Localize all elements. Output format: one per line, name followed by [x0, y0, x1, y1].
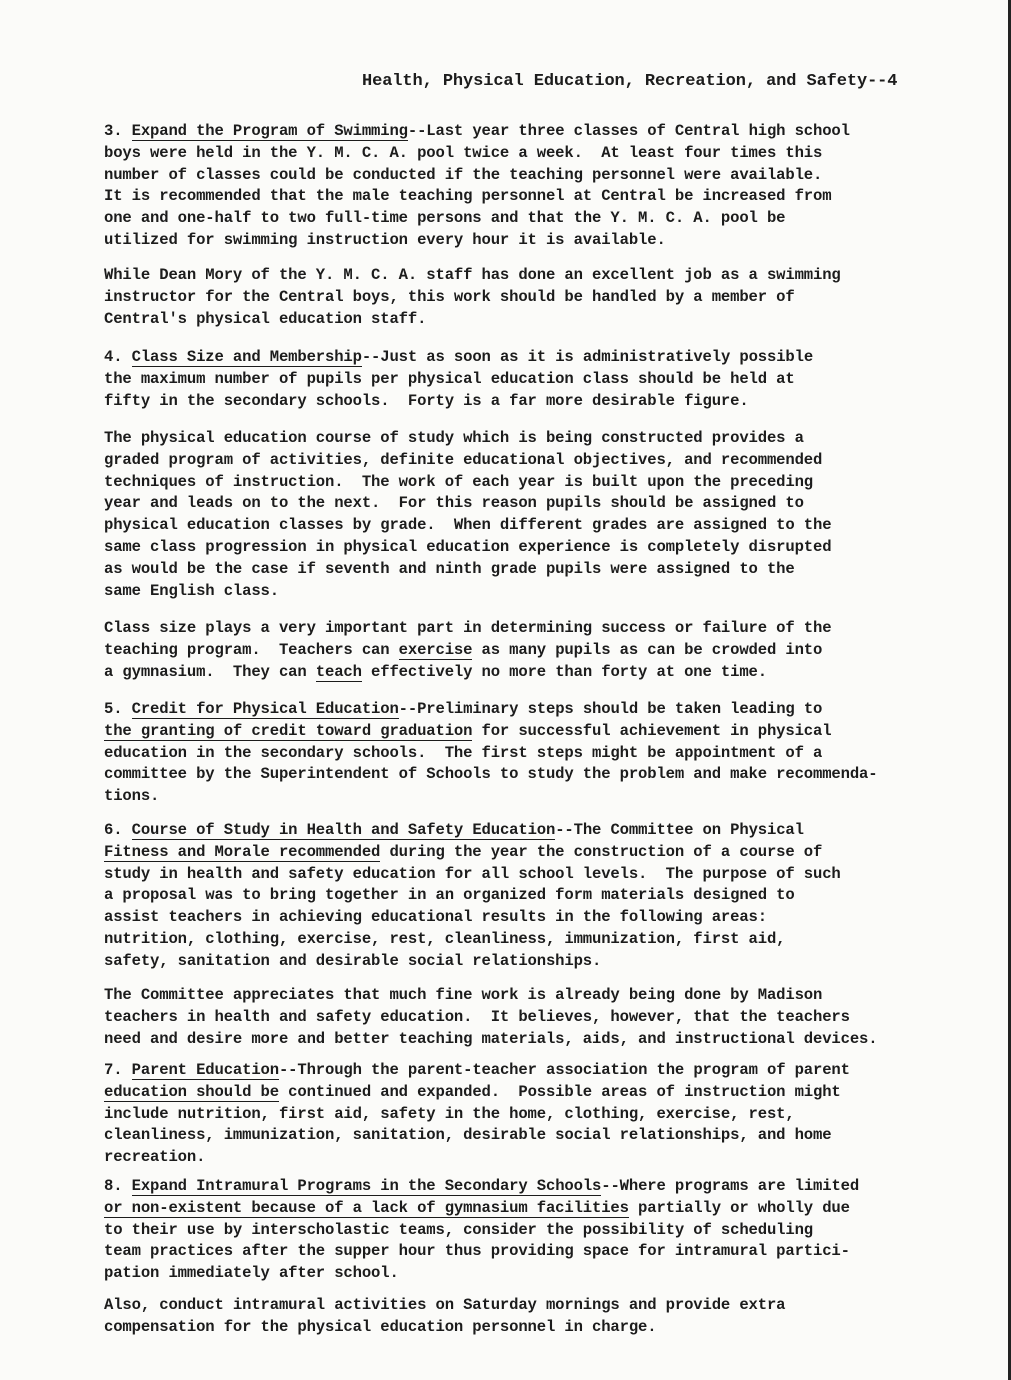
text-line: continued and expanded. Possible areas of instruction might	[278, 1082, 841, 1101]
paragraph-also	[104, 1295, 984, 1339]
text-line: number of classes could be conducted if the teaching personnel were available.	[104, 165, 823, 184]
text-line: compensation for the physical education personnel in charge.	[104, 1317, 657, 1336]
text-line: nutrition, clothing, exercise, rest, cleanliness, immunization, first aid,	[104, 929, 786, 948]
text-line: need and desire more and better teaching materials, aids, and instructional devices.	[104, 1029, 878, 1048]
text-line: include nutrition, first aid, safety in the home, clothing, exercise, rest,	[104, 1104, 795, 1123]
underlined-text: education should be	[104, 1082, 279, 1101]
page-header: Health, Physical Education, Recreation, and Safety--4	[362, 72, 898, 91]
section-number: 6.	[104, 821, 123, 839]
text-line: --Where programs are limited	[601, 1177, 860, 1195]
text-line: pation immediately after school.	[104, 1264, 399, 1283]
text-line: effectively no more than forty at one time.	[361, 662, 767, 681]
section-4	[104, 347, 984, 412]
underlined-text: or non-existent because of a lack of gymnasium facilities	[104, 1198, 629, 1217]
text-line: physical education classes by grade. When different grades are assigned to the	[104, 516, 832, 535]
underlined-word: exercise	[398, 640, 473, 659]
text-line: as many pupils as can be crowded into	[472, 640, 823, 659]
paragraph-mory	[104, 265, 984, 330]
text-line: techniques of instruction. The work of each year is built upon the preceding	[104, 472, 813, 491]
text-line: boys were held in the Y. M. C. A. pool twice a week. At least four times this	[104, 143, 823, 162]
text-line: --Last year three classes of Central high school	[407, 122, 850, 140]
text-line: tions.	[104, 787, 160, 806]
text-line: --Just as soon as it is administratively possible	[361, 348, 814, 366]
underlined-text: the granting of credit toward graduation	[104, 721, 473, 740]
text-line: assist teachers in achieving educational results in the following areas:	[104, 908, 767, 927]
section-heading: Parent Education	[131, 1061, 279, 1079]
section-7	[104, 1060, 984, 1169]
section-heading: Expand the Program of Swimming	[131, 122, 408, 140]
underlined-text: Fitness and Morale recommended	[104, 842, 381, 861]
section-number: 7.	[104, 1061, 123, 1079]
text-line: a gymnasium. They can	[104, 662, 316, 681]
section-5	[104, 699, 984, 808]
text-line: --Through the parent-teacher association the program of parent	[278, 1061, 850, 1079]
text-line: instructor for the Central boys, this work should be handled by a member of	[104, 287, 795, 306]
text-line: Central's physical education staff.	[104, 309, 427, 328]
text-line: fifty in the secondary schools. Forty is a far more desirable figure.	[104, 391, 749, 410]
text-line: to their use by interscholastic teams, consider the possibility of scheduling	[104, 1220, 813, 1239]
text-line: Also, conduct intramural activities on Saturday mornings and provide extra	[104, 1296, 786, 1314]
paragraph-committee	[104, 985, 984, 1050]
underlined-word: teach	[315, 662, 362, 681]
text-line: education in the secondary schools. The first steps might be appointment of a	[104, 743, 823, 762]
text-line: for successful achievement in physical	[472, 721, 832, 740]
text-line: one and one-half to two full-time persons and that the Y. M. C. A. pool be	[104, 209, 786, 228]
text-line: The Committee appreciates that much fine work is already being done by Madison	[104, 986, 823, 1004]
text-line: year and leads on to the next. For this reason pupils should be assigned to	[104, 494, 804, 513]
text-line: The physical education course of study which is being constructed provides a	[104, 429, 804, 447]
text-line: same English class.	[104, 581, 279, 600]
text-line: utilized for swimming instruction every hour it is available.	[104, 230, 666, 249]
text-line: the maximum number of pupils per physical education class should be held at	[104, 369, 795, 388]
text-line: committee by the Superintendent of Schools to study the problem and make recommenda-	[104, 765, 878, 784]
text-line: recreation.	[104, 1148, 206, 1167]
paragraph-class-size	[104, 618, 984, 683]
text-line: teachers in health and safety education. It believes, however, that the teachers	[104, 1007, 850, 1026]
text-line: --The Committee on Physical	[555, 821, 804, 839]
section-number: 5.	[104, 700, 123, 718]
section-heading: Expand Intramural Programs in the Secondary Schools	[131, 1177, 602, 1195]
text-line: While Dean Mory of the Y. M. C. A. staff has done an excellent job as a swimming	[104, 266, 841, 284]
text-line: partially or wholly due	[628, 1198, 850, 1217]
text-line: cleanliness, immunization, sanitation, desirable social relationships, and home	[104, 1126, 832, 1145]
section-3	[104, 121, 984, 252]
section-number: 8.	[104, 1177, 123, 1195]
section-number: 4.	[104, 348, 123, 366]
section-6	[104, 820, 984, 973]
text-line: It is recommended that the male teaching personnel at Central be increased from	[104, 187, 832, 206]
section-heading: Class Size and Membership	[131, 348, 362, 366]
text-line: graded program of activities, definite educational objectives, and recommended	[104, 450, 823, 469]
text-line: as would be the case if seventh and ninth grade pupils were assigned to the	[104, 559, 795, 578]
text-line: --Preliminary steps should be taken leading to	[398, 700, 823, 718]
text-line: same class progression in physical education experience is completely disrupted	[104, 537, 832, 556]
text-line: team practices after the supper hour thus providing space for intramural partici-	[104, 1242, 850, 1261]
text-line: safety, sanitation and desirable social relationships.	[104, 951, 602, 970]
text-line: Class size plays a very important part in determining success or failure of the	[104, 619, 832, 637]
text-line: teaching program. Teachers can	[104, 640, 399, 659]
section-8	[104, 1176, 984, 1285]
section-heading: Credit for Physical Education	[131, 700, 399, 718]
section-number: 3.	[104, 122, 123, 140]
text-line: study in health and safety education for all school levels. The purpose of such	[104, 864, 841, 883]
text-line: a proposal was to bring together in an organized form materials designed to	[104, 886, 795, 905]
text-line: during the year the construction of a course of	[380, 842, 823, 861]
paragraph-course-of-study	[104, 428, 984, 602]
section-heading: Course of Study in Health and Safety Education	[131, 821, 556, 839]
